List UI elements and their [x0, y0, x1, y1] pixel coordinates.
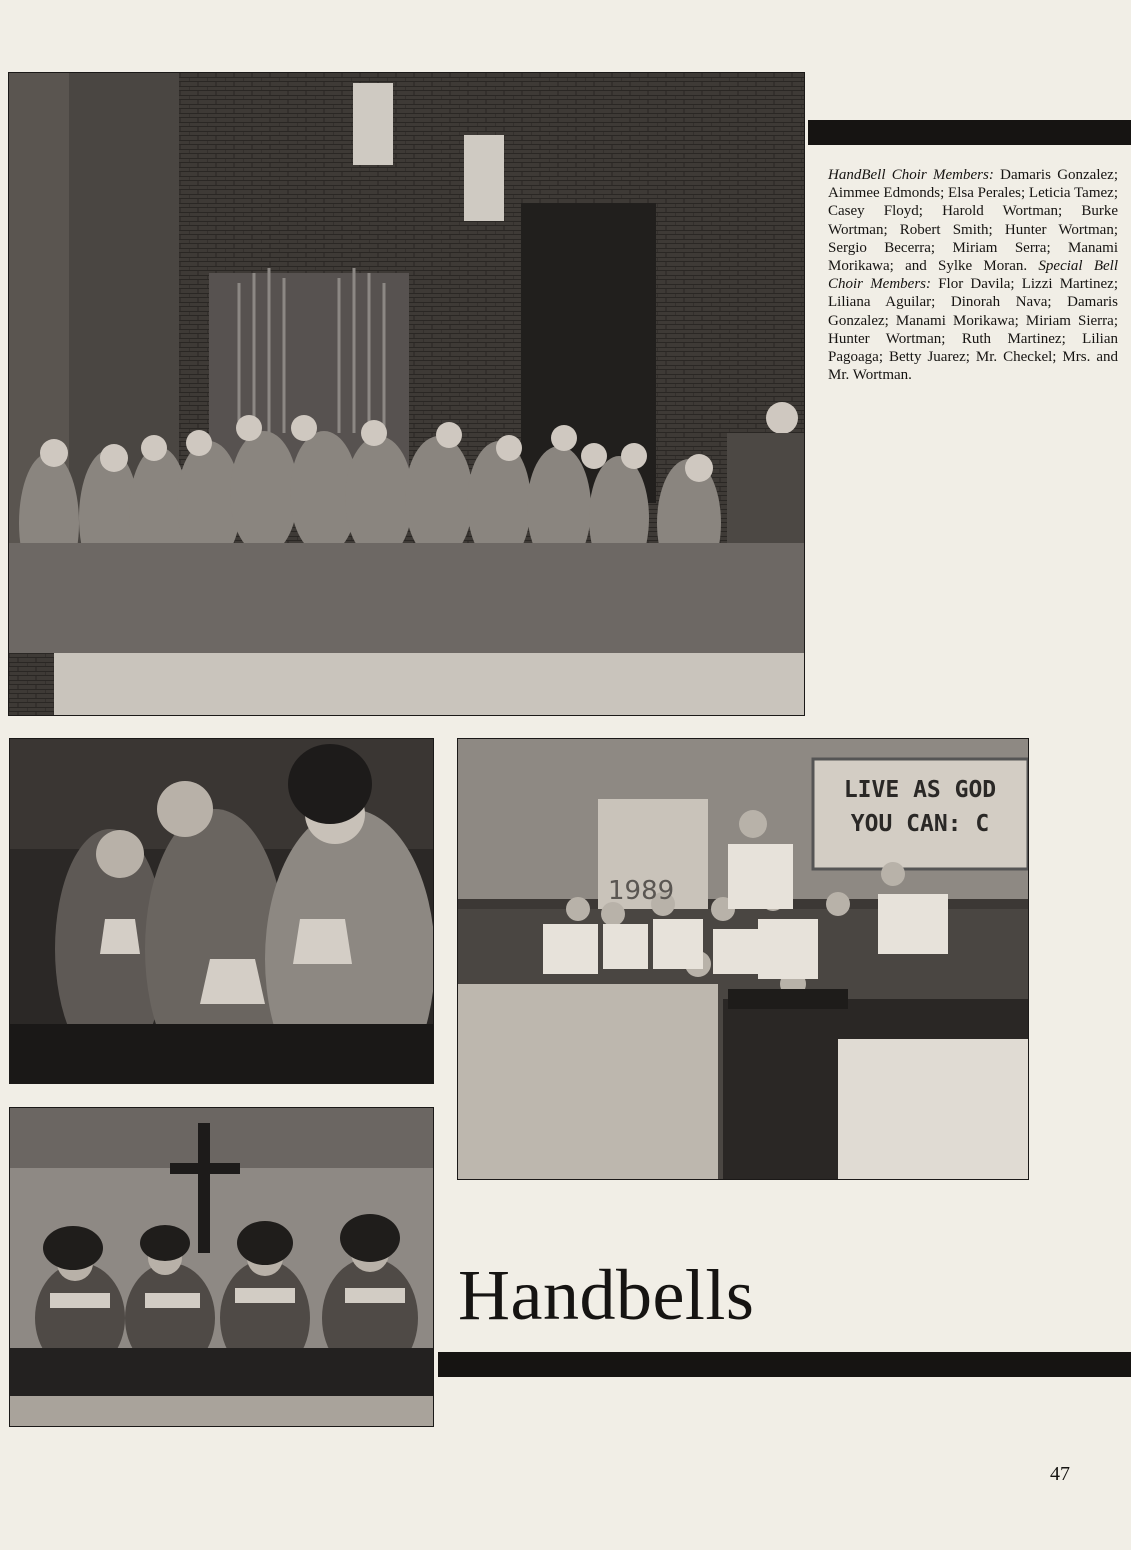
decorative-rule-top — [808, 120, 1131, 145]
decorative-rule-bottom — [438, 1352, 1131, 1377]
caption-special-list: Flor Davila; Lizzi Martinez; Liliana Aguilar; Dinorah Nava; Damaris Gonzalez; Manami Morikawa; Miriam Sierra; Hunter Wortman; Ruth Martinez; Lilian Pagoaga; Betty Juarez; Mr. Checkel; Mrs. and Mr. Wortman. — [828, 276, 1119, 384]
ringers-closeup-photo — [9, 738, 434, 1084]
banner-line-1: LIVE AS GOD — [843, 777, 997, 803]
choir-group-photo — [8, 72, 805, 716]
classroom-practice-photo — [457, 738, 1029, 1180]
calendar-year: 1989 — [608, 876, 675, 906]
caption-special-label: Special Bell Choir Members: — [828, 258, 1118, 293]
photo-caption — [828, 166, 1118, 384]
caption-members-label: HandBell Choir Members: — [828, 167, 994, 183]
girls-ringing-photo — [9, 1107, 434, 1427]
page-title: Handbells — [458, 1255, 755, 1335]
caption-members-list: Damaris Gonzalez; Aimmee Edmonds; Elsa Perales; Leticia Tamez; Casey Floyd; Harold Wortman; Burke Wortman; Robert Smith; Hunter Wortman; Sergio Becerra; Miriam Serra; Manami Morikawa; and Sylke Moran. — [828, 167, 1118, 275]
banner-line-2: YOU CAN: C — [850, 811, 990, 837]
page-number: 47 — [1050, 1463, 1070, 1485]
